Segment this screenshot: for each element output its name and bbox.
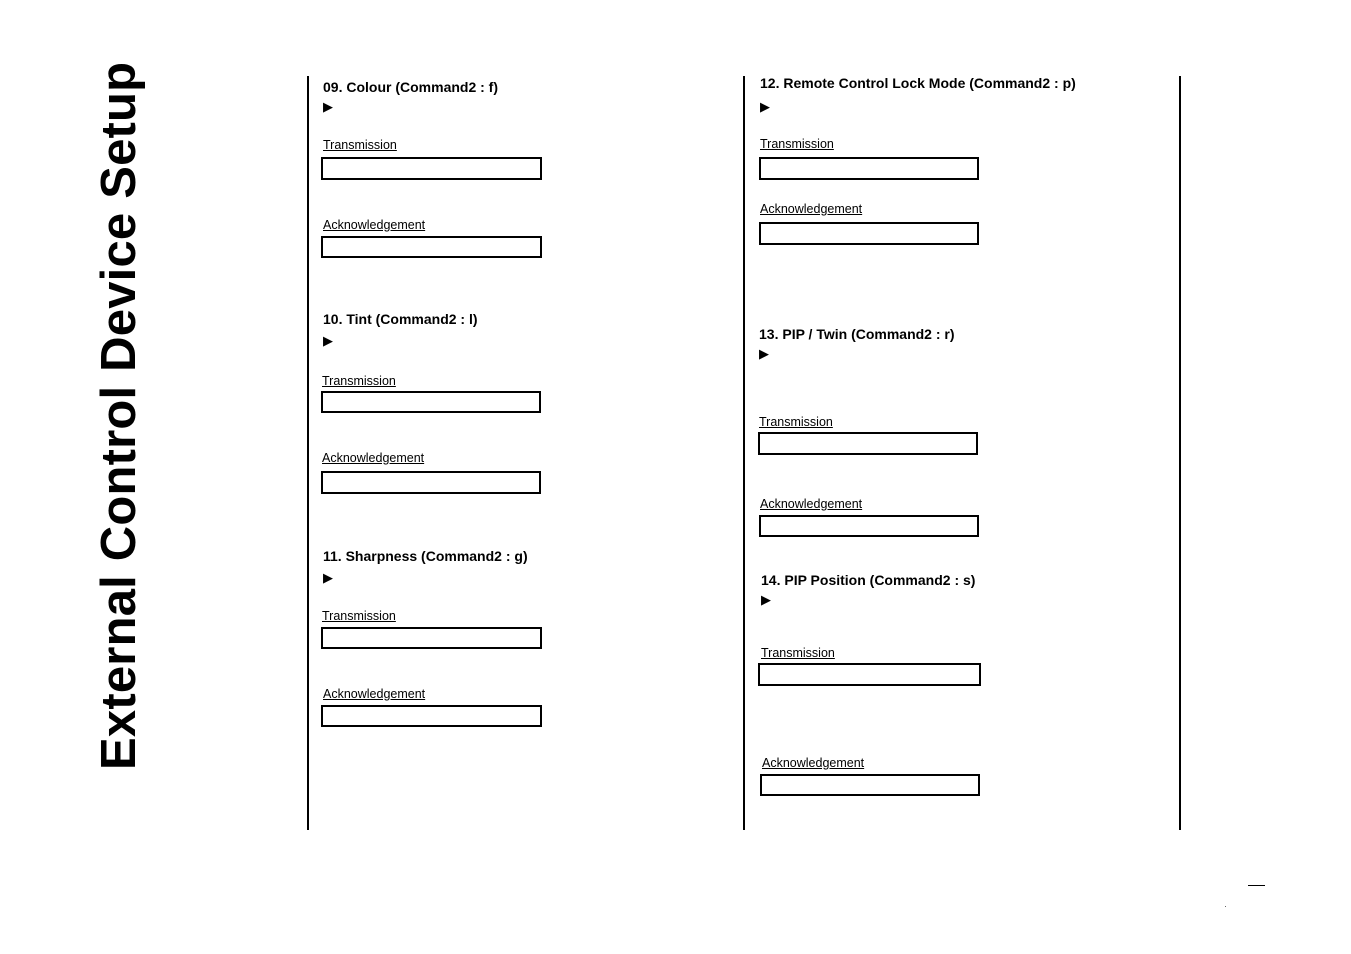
section-title: 09. Colour (Command2 : f) — [323, 79, 499, 95]
transmission-label: Transmission — [761, 646, 835, 660]
acknowledgement-box — [321, 471, 541, 494]
transmission-label: Transmission — [322, 374, 396, 388]
acknowledgement-box — [321, 705, 542, 727]
transmission-label: Transmission — [322, 609, 396, 623]
transmission-label: Transmission — [759, 415, 833, 429]
page-footer-dash — [1248, 885, 1265, 886]
acknowledgement-label: Acknowledgement — [323, 218, 426, 232]
page-footer-dot — [1225, 906, 1226, 907]
acknowledgement-box — [321, 236, 542, 258]
arrow-icon: ▶ — [759, 346, 769, 361]
acknowledgement-label: Acknowledgement — [323, 687, 426, 701]
acknowledgement-label: Acknowledgement — [322, 451, 425, 465]
transmission-label: Transmission — [323, 138, 397, 152]
transmission-box — [759, 157, 979, 180]
arrow-icon: ▶ — [323, 333, 333, 348]
transmission-box — [758, 432, 978, 455]
acknowledgement-box — [760, 774, 980, 796]
acknowledgement-label: Acknowledgement — [762, 756, 865, 770]
acknowledgement-box — [759, 515, 979, 537]
transmission-box — [321, 627, 542, 649]
column-divider-right — [1179, 76, 1181, 830]
transmission-box — [321, 391, 541, 413]
transmission-box — [321, 157, 542, 180]
column-divider-left — [307, 76, 309, 830]
section-title: 11. Sharpness (Command2 : g) — [323, 548, 528, 564]
page-title: External Control Device Setup — [92, 61, 146, 770]
acknowledgement-label: Acknowledgement — [760, 497, 863, 511]
acknowledgement-box — [759, 222, 979, 245]
acknowledgement-label: Acknowledgement — [760, 202, 863, 216]
section-title: 12. Remote Control Lock Mode (Command2 : p) — [760, 75, 1076, 91]
arrow-icon: ▶ — [760, 99, 770, 114]
section-title: 14. PIP Position (Command2 : s) — [761, 572, 976, 588]
section-title: 10. Tint (Command2 : l) — [323, 311, 478, 327]
transmission-label: Transmission — [760, 137, 834, 151]
arrow-icon: ▶ — [323, 570, 333, 585]
arrow-icon: ▶ — [761, 592, 771, 607]
section-title: 13. PIP / Twin (Command2 : r) — [759, 326, 955, 342]
transmission-box — [758, 663, 981, 686]
arrow-icon: ▶ — [323, 99, 333, 114]
column-divider-middle — [743, 76, 745, 830]
